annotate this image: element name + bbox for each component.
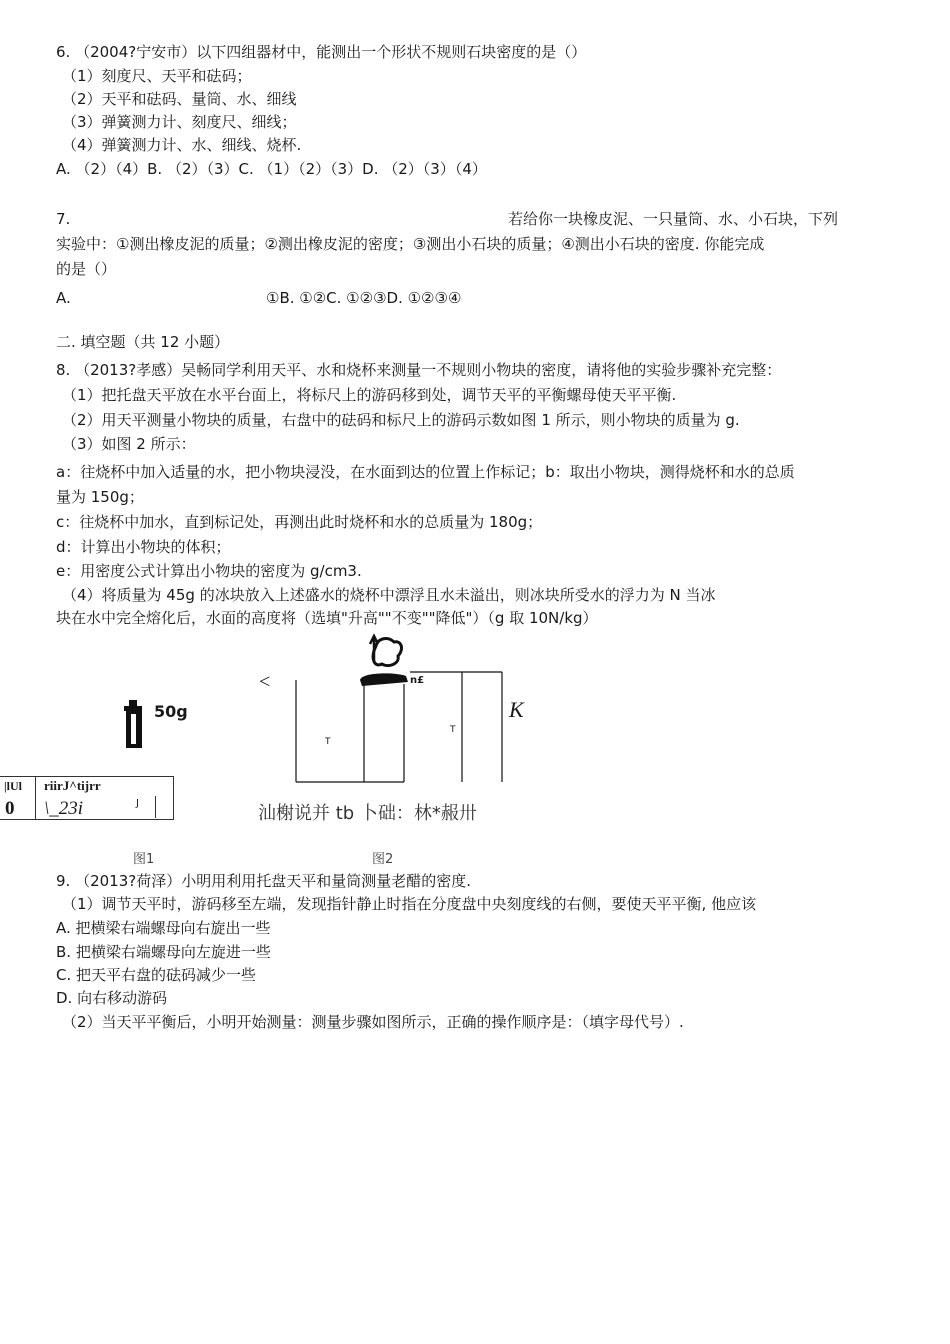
- beaker-diagram: [266, 632, 506, 784]
- q9-option-c: C. 把天平右盘的砝码减少一些: [56, 966, 257, 984]
- q7-stem-b: 实验中：①测出橡皮泥的质量；②测出橡皮泥的密度；③测出小石块的质量；④测出小石块的密度. 你能完成: [56, 235, 765, 253]
- section-2-heading: 二. 填空题（共 12 小题）: [56, 333, 230, 351]
- q8-step-3: （3）如图 2 所示：: [62, 435, 196, 453]
- q7-choices: ①B. ①②C. ①②③D. ①②③④: [266, 289, 462, 307]
- q9-option-a: A. 把横梁右端螺母向右旋出一些: [56, 919, 271, 937]
- q8-step-a: a：往烧杯中加入适量的水，把小物块浸没，在水面到达的位置上作标记；b：取出小物块，测得烧杯和水的总质: [56, 463, 795, 481]
- q6-option-1: （1）刻度尺、天平和砝码；: [62, 67, 252, 85]
- q8-step-e: e：用密度公式计算出小物块的密度为 g/cm3.: [56, 562, 362, 580]
- scale-text-top-1: |lUl: [4, 779, 22, 793]
- q6-option-3: （3）弹簧测力计、刻度尺、细线；: [62, 113, 297, 131]
- scale-text-top-2: riirJ^tijrr: [44, 778, 101, 793]
- q6-stem: 6. （2004?宁安市）以下四组器材中，能测出一个形状不规则石块密度的是（）: [56, 43, 587, 61]
- q9-stem: 9. （2013?荷泽）小明用利用托盘天平和量筒测量老醋的密度.: [56, 872, 471, 890]
- figure-1-label: 图1: [133, 852, 155, 867]
- q8-step-c: c：往烧杯中加水，直到标记处，再测出此时烧杯和水的总质量为 180g；: [56, 513, 543, 531]
- beaker-mark-1: T: [325, 737, 331, 747]
- beaker-tag: n£: [410, 675, 425, 686]
- q7-choice-a: A.: [56, 289, 71, 307]
- q7-stem-c: 的是（）: [56, 260, 117, 278]
- figure-mark-lt: <: [259, 671, 271, 693]
- scale-text-j: J: [136, 798, 139, 809]
- q7-number: 7.: [56, 210, 71, 228]
- q6-option-4: （4）弹簧测力计、水、细线、烧杯.: [62, 136, 302, 154]
- q8-step-d: d：计算出小物块的体积；: [56, 538, 231, 556]
- q8-step-4-cont: 块在水中完全熔化后，水面的高度将（选填"升高""不变""降低"）（g 取 10N/kg）: [56, 609, 598, 627]
- q9-step-1: （1）调节天平时，游码移至左端，发现指针静止时指在分度盘中央刻度线的右侧，要使天平平衡, 他应该: [62, 895, 757, 913]
- weight-label: 50g: [154, 702, 188, 721]
- q8-stem: 8. （2013?孝感）吴畅同学利用天平、水和烧杯来测量一不规则小物块的密度，请将他的实验步骤补充完整：: [56, 361, 782, 379]
- scale-divider: [155, 796, 156, 818]
- figure-mark-k: K: [509, 697, 524, 722]
- figure-garbled-caption: 汕榭说并 tb 卜础：林*赧卅: [258, 803, 477, 824]
- scale-text-bottom: \_23i: [44, 798, 84, 819]
- scale-divider: [35, 776, 36, 819]
- q8-step-2: （2）用天平测量小物块的质量，右盘中的砝码和标尺上的游码示数如图 1 所示，则小物块的质量为 g.: [62, 411, 740, 429]
- q7-stem-a: 若给你一块橡皮泥、一只量筒、水、小石块，下列: [508, 210, 839, 228]
- q9-step-2: （2）当天平平衡后，小明开始测量：测量步骤如图所示，正确的操作顺序是：（填字母代号）.: [62, 1013, 684, 1031]
- q8-step-1: （1）把托盘天平放在水平台面上，将标尺上的游码移到处，调节天平的平衡螺母使天平平衡.: [62, 386, 677, 404]
- q8-step-a-cont: 量为 150g；: [56, 488, 144, 506]
- weight-icon: [118, 700, 158, 750]
- q9-option-b: B. 把横梁右端螺母向左旋进一些: [56, 943, 271, 961]
- q8-step-4: （4）将质量为 45g 的冰块放入上述盛水的烧杯中漂浮且水未溢出，则冰块所受水的浮力为 N 当冰: [62, 586, 716, 604]
- q6-option-2: （2）天平和砝码、量筒、水、细线: [62, 90, 297, 108]
- q9-option-d: D. 向右移动游码: [56, 989, 168, 1007]
- q6-choices: A. （2）（4）B. （2）（3）C. （1）（2）（3）D. （2）（3）（4）: [56, 160, 487, 178]
- beaker-mark-2: T: [450, 725, 456, 735]
- figure-2-label: 图2: [372, 852, 394, 867]
- scale-text-zero: 0: [5, 798, 15, 819]
